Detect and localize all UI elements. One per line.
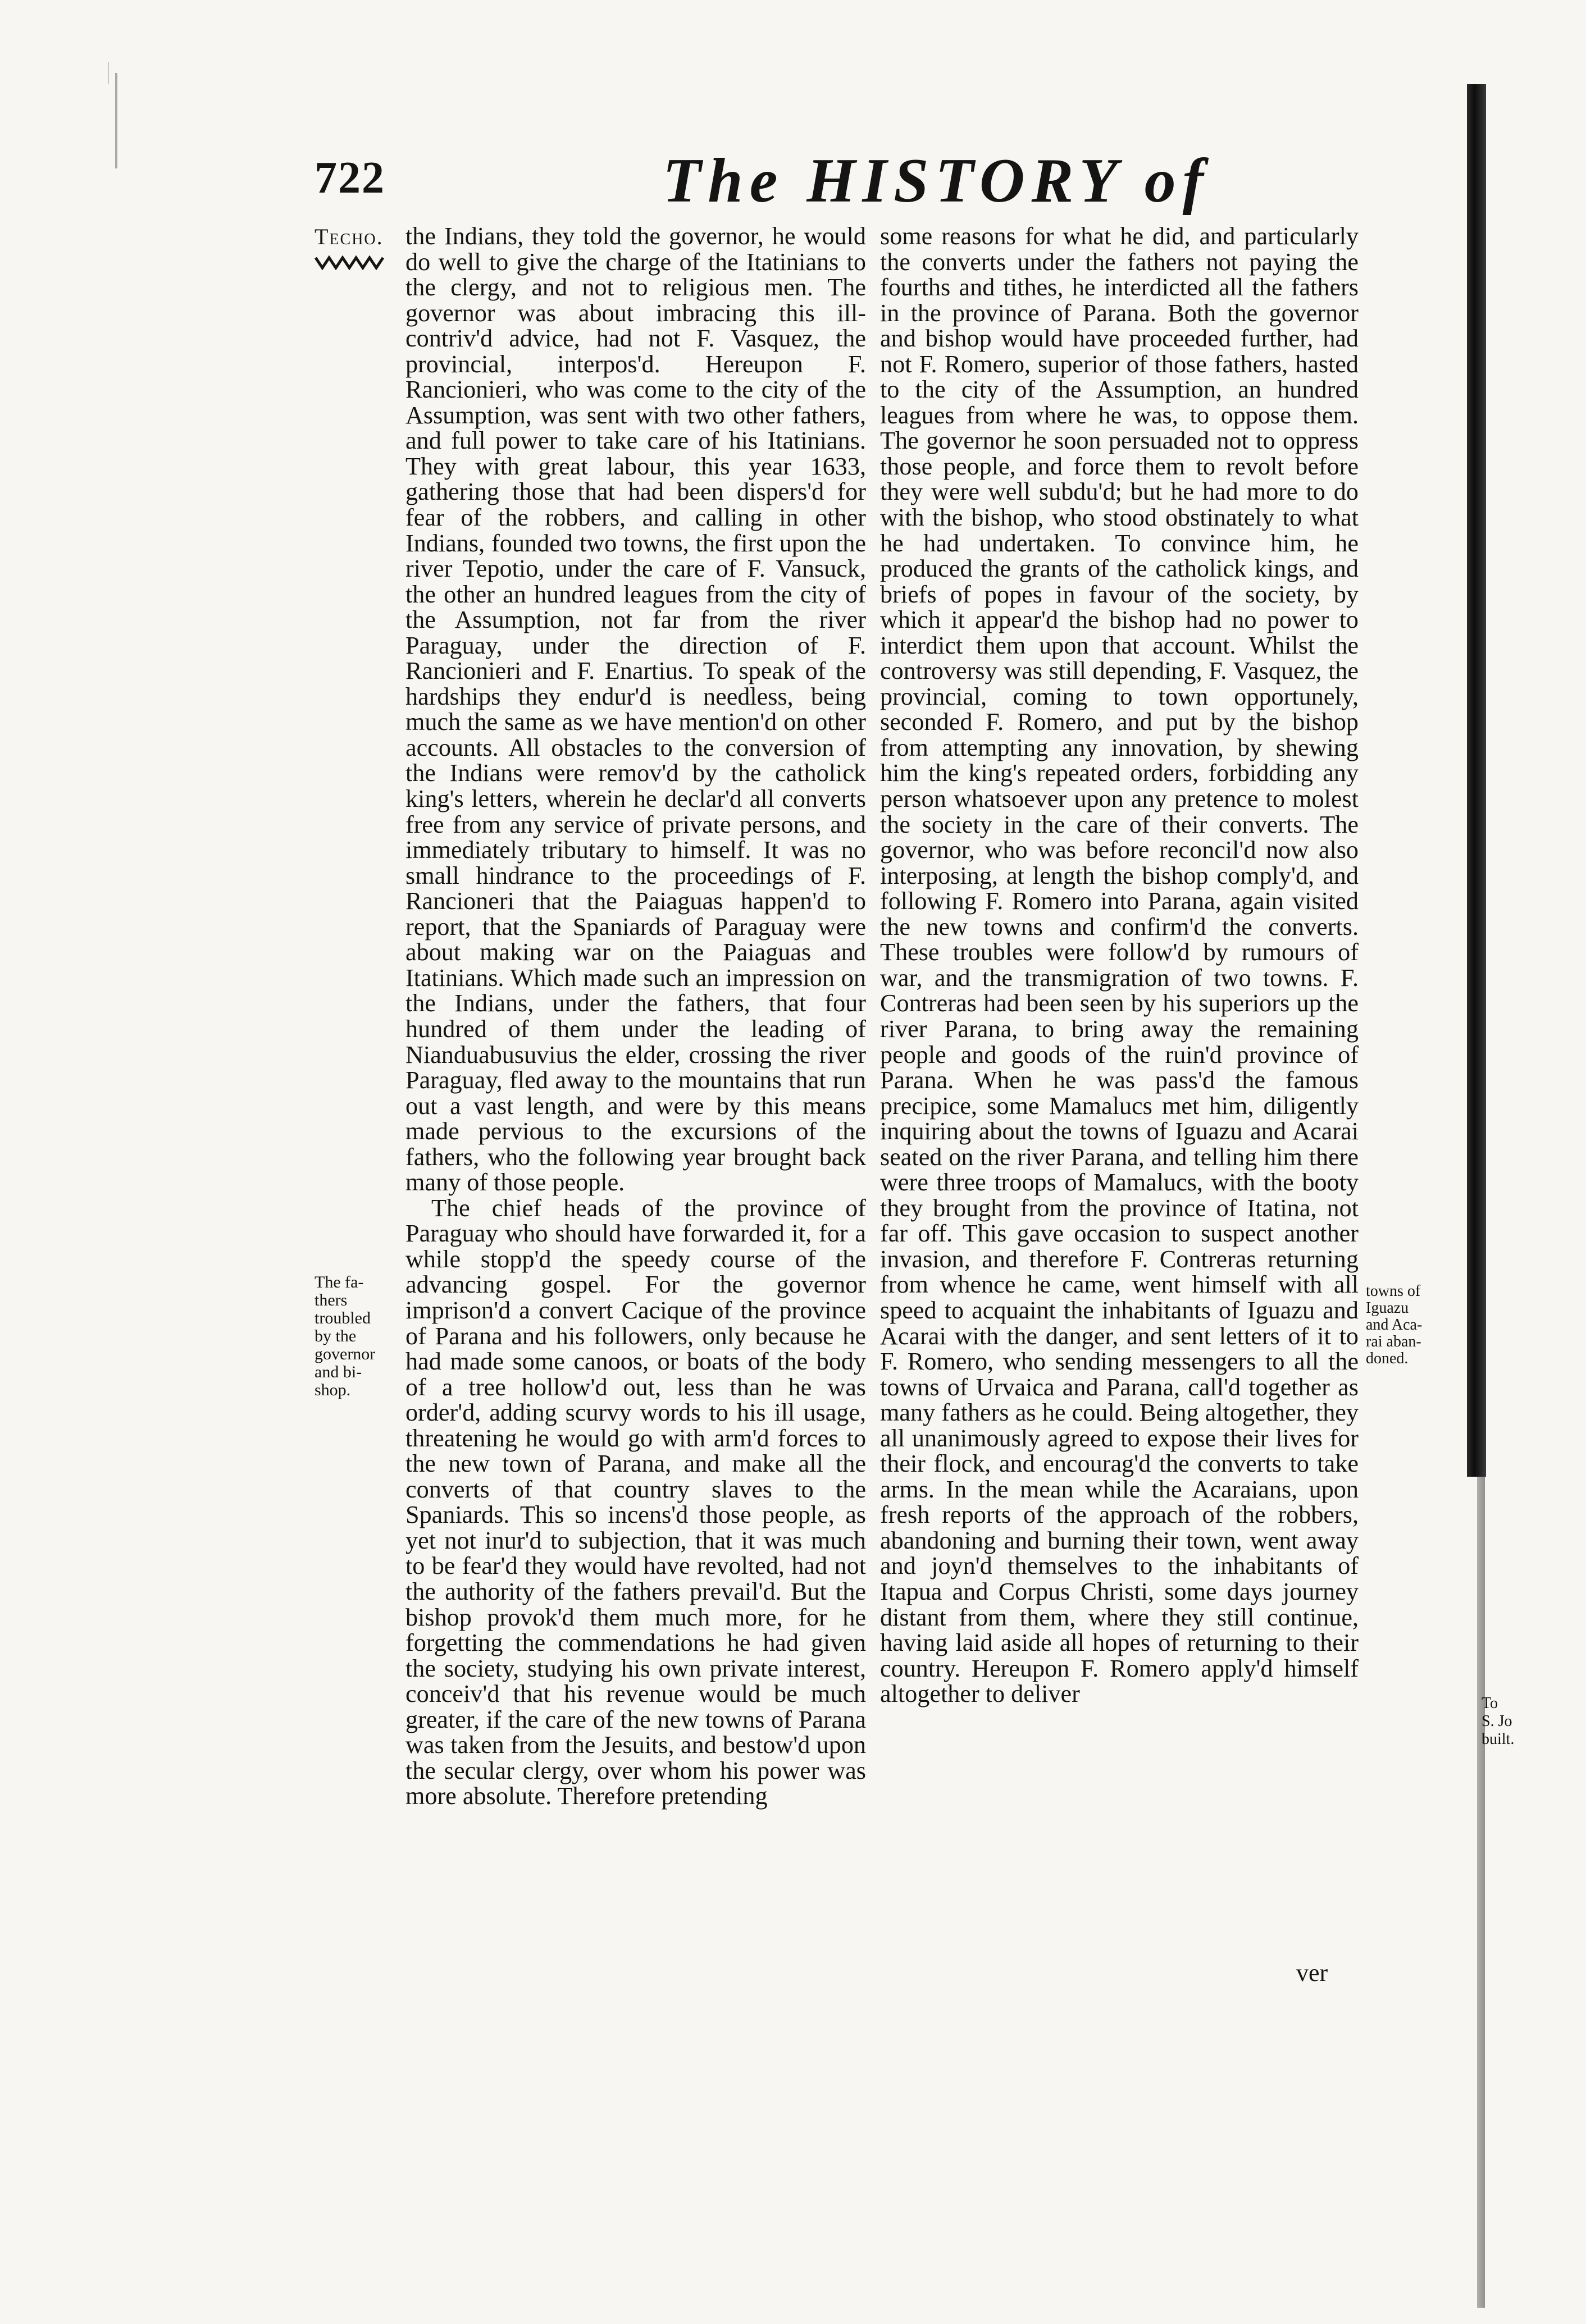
margin-note-line: and bi- — [315, 1363, 362, 1381]
margin-note-line: Iguazu — [1366, 1299, 1409, 1317]
margin-note-cut-off — [1482, 1695, 1514, 1748]
binding-shadow — [1467, 84, 1486, 1477]
margin-note-line: rai aban- — [1366, 1333, 1421, 1350]
running-head: The HISTORY of — [663, 146, 1210, 216]
margin-note-line: thers — [315, 1291, 348, 1309]
author-catchname: Techo. — [315, 224, 384, 249]
margin-note-line: To — [1482, 1695, 1498, 1712]
ornament-icon — [315, 255, 386, 270]
right-text-column — [880, 223, 1359, 1707]
margin-note-line: troubled — [315, 1309, 371, 1327]
margin-note-line: and Aca- — [1366, 1316, 1423, 1334]
paragraph: some reasons for what he did, and particularly the converts under the fathers not paying the fourths and tithes, he interdicted all the fathers in the province of Parana. Both the governor and bishop would have proceeded further, had not F. Romero, superior of those fathers, hasted to the city of the Assumption, an hundred leagues from where he was, to oppose them. The governor he soon persuaded not to oppress those people, and force them to revolt before they were well subdu'd; but he had more to do with the bishop, who stood obstinately to what he had undertaken. To convince him, he produced the grants of the catholick kings, and briefs of popes in favour of the society, by which it appear'd the bishop had no power to interdict them upon that account. Whilst the controversy was still depending, F. Vasquez, the provincial, coming to town opportunely, seconded F. Romero, and put by the bishop from attempting any innovation, by shewing him the king's repeated orders, forbidding any person whatsoever upon any pretence to molest the society in the care of their converts. The governor, who was before reconcil'd now also interposing, at length the bishop comply'd, and following F. Romero into Parana, again visited the new towns and confirm'd the converts. These troubles were follow'd by rumours of war, and the transmigration of two towns. F. Contreras had been seen by his superiors up the river Parana, to bring away the remaining people and goods of the ruin'd province of Parana. When he was pass'd the famous precipice, some Mamalucs met him, diligently inquiring about the towns of Iguazu and Acarai seated on the river Parana, and telling him there were three troops of Mamalucs, with the booty they brought from the province of Itatina, not far off. This gave occasion to suspect another invasion, and therefore F. Contreras returning from whence he came, went himself with all speed to acquaint the inhabitants of Iguazu and Acarai with the danger, and sent letters of it to F. Romero, who sending messengers to all the towns of Urvaica and Parana, call'd together as many fathers as he could. Being altogether, they all unanimously agreed to expose their lives for their flock, and encourag'd the converts to take arms. In the mean while the Acaraians, upon fresh reports of the approach of the robbers, abandoning and burning their town, went away and joyn'd themselves to the inhabitants of Itapua and Corpus Christi, some days journey distant from them, where they still continue, having laid aside all hopes of returning to their country. Hereupon F. Romero apply'd himself altogether to deliver — [880, 222, 1359, 1708]
left-text-column — [405, 223, 866, 1809]
margin-note-line: built. — [1482, 1731, 1515, 1748]
page-number: 722 — [315, 153, 385, 203]
catchword: ver — [1296, 1959, 1328, 1987]
margin-note-line: shop. — [315, 1381, 351, 1399]
margin-note-line: S. Jo — [1482, 1713, 1512, 1730]
margin-note-line: doned. — [1366, 1350, 1409, 1367]
margin-note-line: towns of — [1366, 1282, 1421, 1300]
scan-artifact — [115, 73, 117, 168]
paragraph: The chief heads of the province of Paraguay who should have forwarded it, for a while stopp'd the speedy course of the advancing gospel. For the governor imprison'd a convert Cacique of the province of Parana and his followers, only because he had made some canoos, or boats of the body of a tree hollow'd out, less than he was order'd, adding scurvy words to his ill usage, threatening he would go with arm'd forces to the new town of Parana, and make all the converts of that country slaves to the Spaniards. This so incens'd those people, as yet not inur'd to subjection, that it was much to be fear'd they would have revolted, had not the authority of the fathers prevail'd. But the bishop provok'd them much more, for he forgetting the commendations he had given the society, studying his own private interest, conceiv'd that his revenue would be much greater, if the care of the new towns of Parana was taken from the Jesuits, and bestow'd upon the secular clergy, over whom his power was more absolute. Therefore pretending — [405, 1194, 866, 1810]
margin-note-line: by the — [315, 1327, 357, 1345]
margin-note-line: governor — [315, 1345, 376, 1363]
scan-artifact — [108, 62, 109, 84]
binding-shadow-lower — [1477, 1477, 1485, 2308]
margin-note-line: The fa- — [315, 1273, 364, 1291]
margin-note-right — [1366, 1283, 1422, 1367]
margin-note-left — [315, 1273, 375, 1399]
paragraph: the Indians, they told the governor, he would do well to give the charge of the Itatinians to the clergy, and not to religious men. The governor was about imbracing this ill-contriv'd advice, had not F. Vasquez, the provincial, interpos'd. Hereupon F. Rancionieri, who was come to the city of the Assumption, was sent with two other fathers, and full power to take care of his Itatinians. They with great labour, this year 1633, gathering those that had been dispers'd for fear of the robbers, and calling in other Indians, founded two towns, the first upon the river Tepotio, under the care of F. Vansuck, the other an hundred leagues from the city of the Assumption, not far from the river Paraguay, under the direction of F. Rancionieri and F. Enartius. To speak of the hardships they endur'd is needless, being much the same as we have mention'd on other accounts. All obstacles to the conversion of the Indians were remov'd by the catholick king's letters, wherein he declar'd all converts free from any service of private persons, and immediately tributary to himself. It was no small hindrance to the proceedings of F. Rancioneri that the Paiaguas happen'd to report, that the Spaniards of Paraguay were about making war on the Paiaguas and Itatinians. Which made such an impression on the Indians, under the fathers, that four hundred of them under the leading of Nianduabusuvius the elder, crossing the river Paraguay, fled away to the mountains that run out a vast length, and were by this means made pervious to the excursions of the fathers, who the following year brought back many of those people. — [405, 222, 866, 1197]
